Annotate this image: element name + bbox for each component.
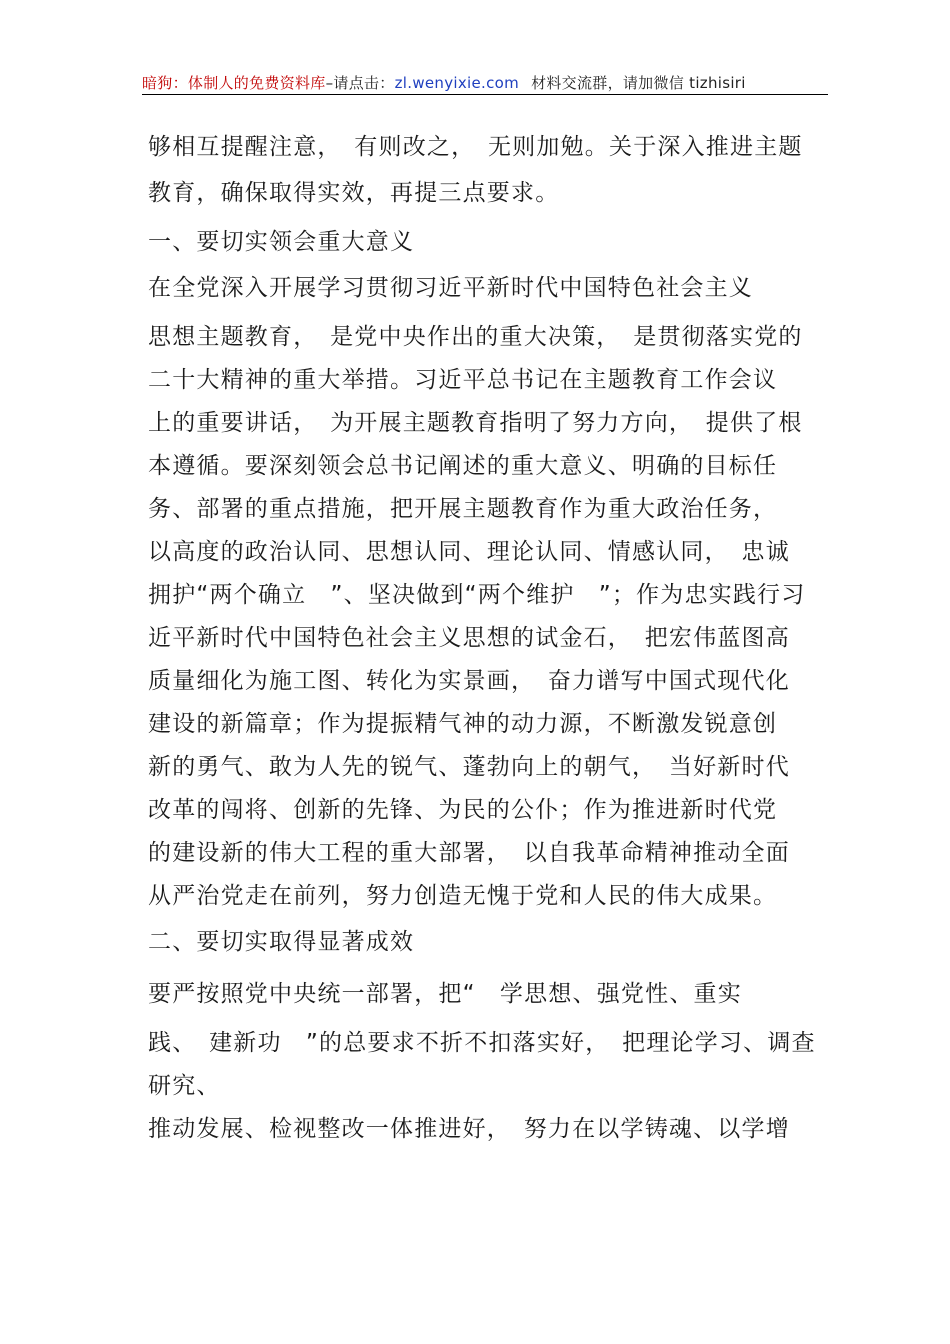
body-line: 推动发展、检视整改一体推进好， 努力在以学铸魂、以学增 [148,1116,790,1142]
body-line: 够相互提醒注意， 有则改之， 无则加勉。关于深入推进主题 [148,134,803,160]
body-line: 从严治党走在前列，努力创造无愧于党和人民的伟大成果。 [148,883,778,909]
body-line: 的建设新的伟大工程的重大部署， 以自我革命精神推动全面 [148,840,790,866]
body-line: 本遵循。要深刻领会总书记阐述的重大意义、明确的目标任 [148,453,778,479]
body-line: 改革的闯将、创新的先锋、为民的公仆；作为推进新时代党 [148,797,778,823]
body-line: 二十大精神的重大举措。习近平总书记在主题教育工作会议 [148,367,778,393]
section-heading: 一、要切实领会重大意义 [148,229,415,255]
body-line: 以高度的政治认同、思想认同、理论认同、情感认同， 忠诚 [148,539,790,565]
header-contact: 材料交流群，请加微信 tizhisiri [531,74,746,92]
document-body [148,126,833,1151]
body-line: 近平新时代中国特色社会主义思想的试金石， 把宏伟蓝图高 [148,625,790,651]
body-line: 教育，确保取得实效，再提三点要求。 [148,180,560,206]
header-prefix: 暗狗：体制人的免费资料库 [142,74,326,92]
body-line: 研究、 [148,1073,221,1099]
body-line: 建设的新篇章；作为提振精气神的动力源，不断激发锐意创 [148,711,778,737]
body-line: 上的重要讲话， 为开展主题教育指明了努力方向， 提供了根 [148,410,803,436]
body-line: 新的勇气、敢为人先的锐气、蓬勃向上的朝气， 当好新时代 [148,754,790,780]
body-line: 质量细化为施工图、转化为实景画， 奋力谱写中国式现代化 [148,668,790,694]
section-heading: 二、要切实取得显著成效 [148,929,415,955]
body-line: 践、 建新功 ”的总要求不折不扣落实好， 把理论学习、调查 [148,1030,816,1056]
header-link[interactable]: zl.wenyixie.com [394,74,520,92]
body-line: 在全党深入开展学习贯彻习近平新时代中国特色社会主义 [148,275,753,301]
body-line: 要严按照党中央统一部署，把“ 学思想、强党性、重实 [148,981,742,1007]
body-line: 务、部署的重点措施，把开展主题教育作为重大政治任务， [148,496,778,522]
body-line: 拥护“两个确立 ”、坚决做到“两个维护 ”；作为忠实践行习 [148,582,806,608]
header-cta: –请点击： [325,74,395,92]
page-header [142,72,828,95]
body-line: 思想主题教育， 是党中央作出的重大决策， 是贯彻落实党的 [148,324,803,350]
